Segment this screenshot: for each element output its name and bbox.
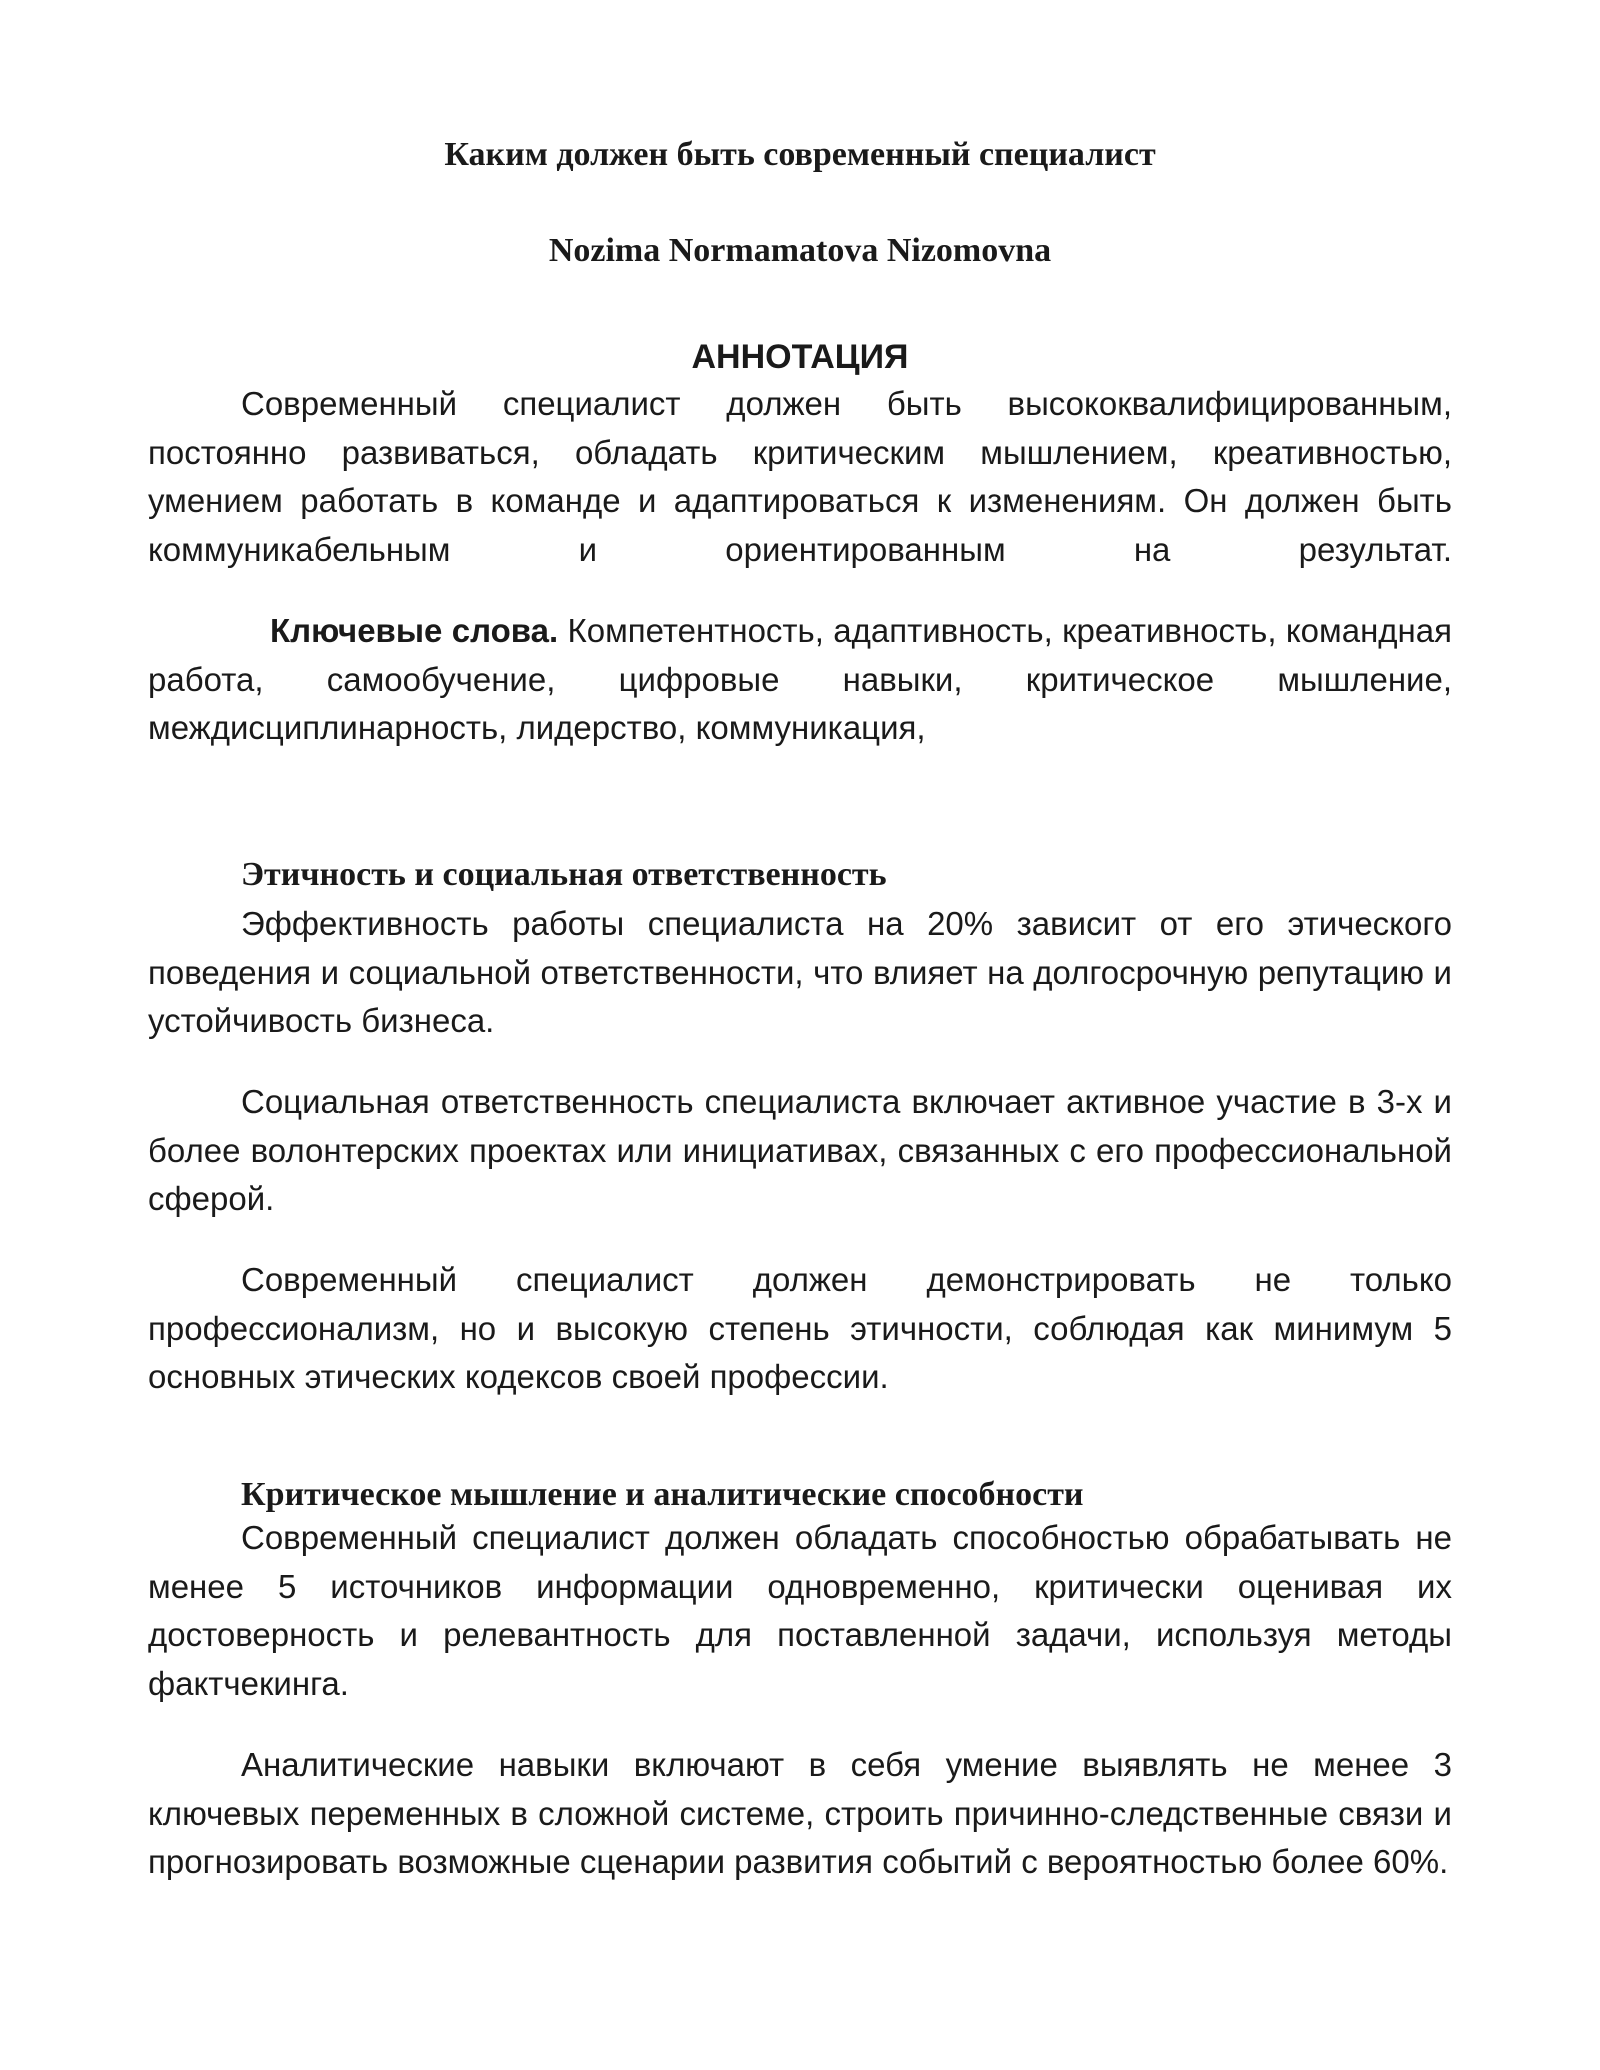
section-heading-ethics: Этичность и социальная ответственность — [241, 856, 887, 893]
ethics-paragraph-2: Социальная ответственность специалиста включает активное участие в 3-х и более волонтерских проектах или инициативах, связанных с его профессиональной сферой. — [148, 1083, 1452, 1217]
critical-thinking-paragraph-2: Аналитические навыки включают в себя умение выявлять не менее 3 ключевых переменных в сложной системе, строить причинно-следственные связи и прогнозировать возможные сценарии развития событий с вероятностью более 60%. — [148, 1746, 1452, 1880]
keywords-label: Ключевые слова. — [270, 612, 559, 649]
annotation-heading: АННОТАЦИЯ — [691, 338, 909, 376]
section-heading-critical-thinking: Критическое мышление и аналитические способности — [241, 1476, 1084, 1513]
abstract-paragraph: Современный специалист должен быть высококвалифицированным, постоянно развиваться, обладать критическим мышлением, креативностью, умением работать в команде и адаптироваться к изменениям. Он должен быть коммуникабельным и ориентированным на результат. — [148, 385, 1452, 568]
author-name: Nozima Normamatova Nizomovna — [548, 232, 1052, 269]
ethics-paragraph-1: Эффективность работы специалиста на 20% зависит от его этического поведения и социальной ответственности, что влияет на долгосрочную репутацию и устойчивость бизнеса. — [148, 905, 1452, 1039]
document-title: Каким должен быть современный специалист — [444, 136, 1156, 173]
keywords-paragraph — [148, 607, 1452, 753]
keywords-list: Компетентность, адаптивность, креативность, командная работа, самообучение, цифровые навыки, критическое мышление, междисциплинарность, лидерство, коммуникация, — [148, 612, 1453, 746]
critical-thinking-paragraph-1: Современный специалист должен обладать способностью обрабатывать не менее 5 источников информации одновременно, критически оценивая их достоверность и релевантность для поставленной задачи, используя методы фактчекинга. — [148, 1519, 1452, 1702]
ethics-paragraph-3: Современный специалист должен демонстрировать не только профессионализм, но и высокую степень этичности, соблюдая как минимум 5 основных этических кодексов своей профессии. — [148, 1261, 1452, 1395]
